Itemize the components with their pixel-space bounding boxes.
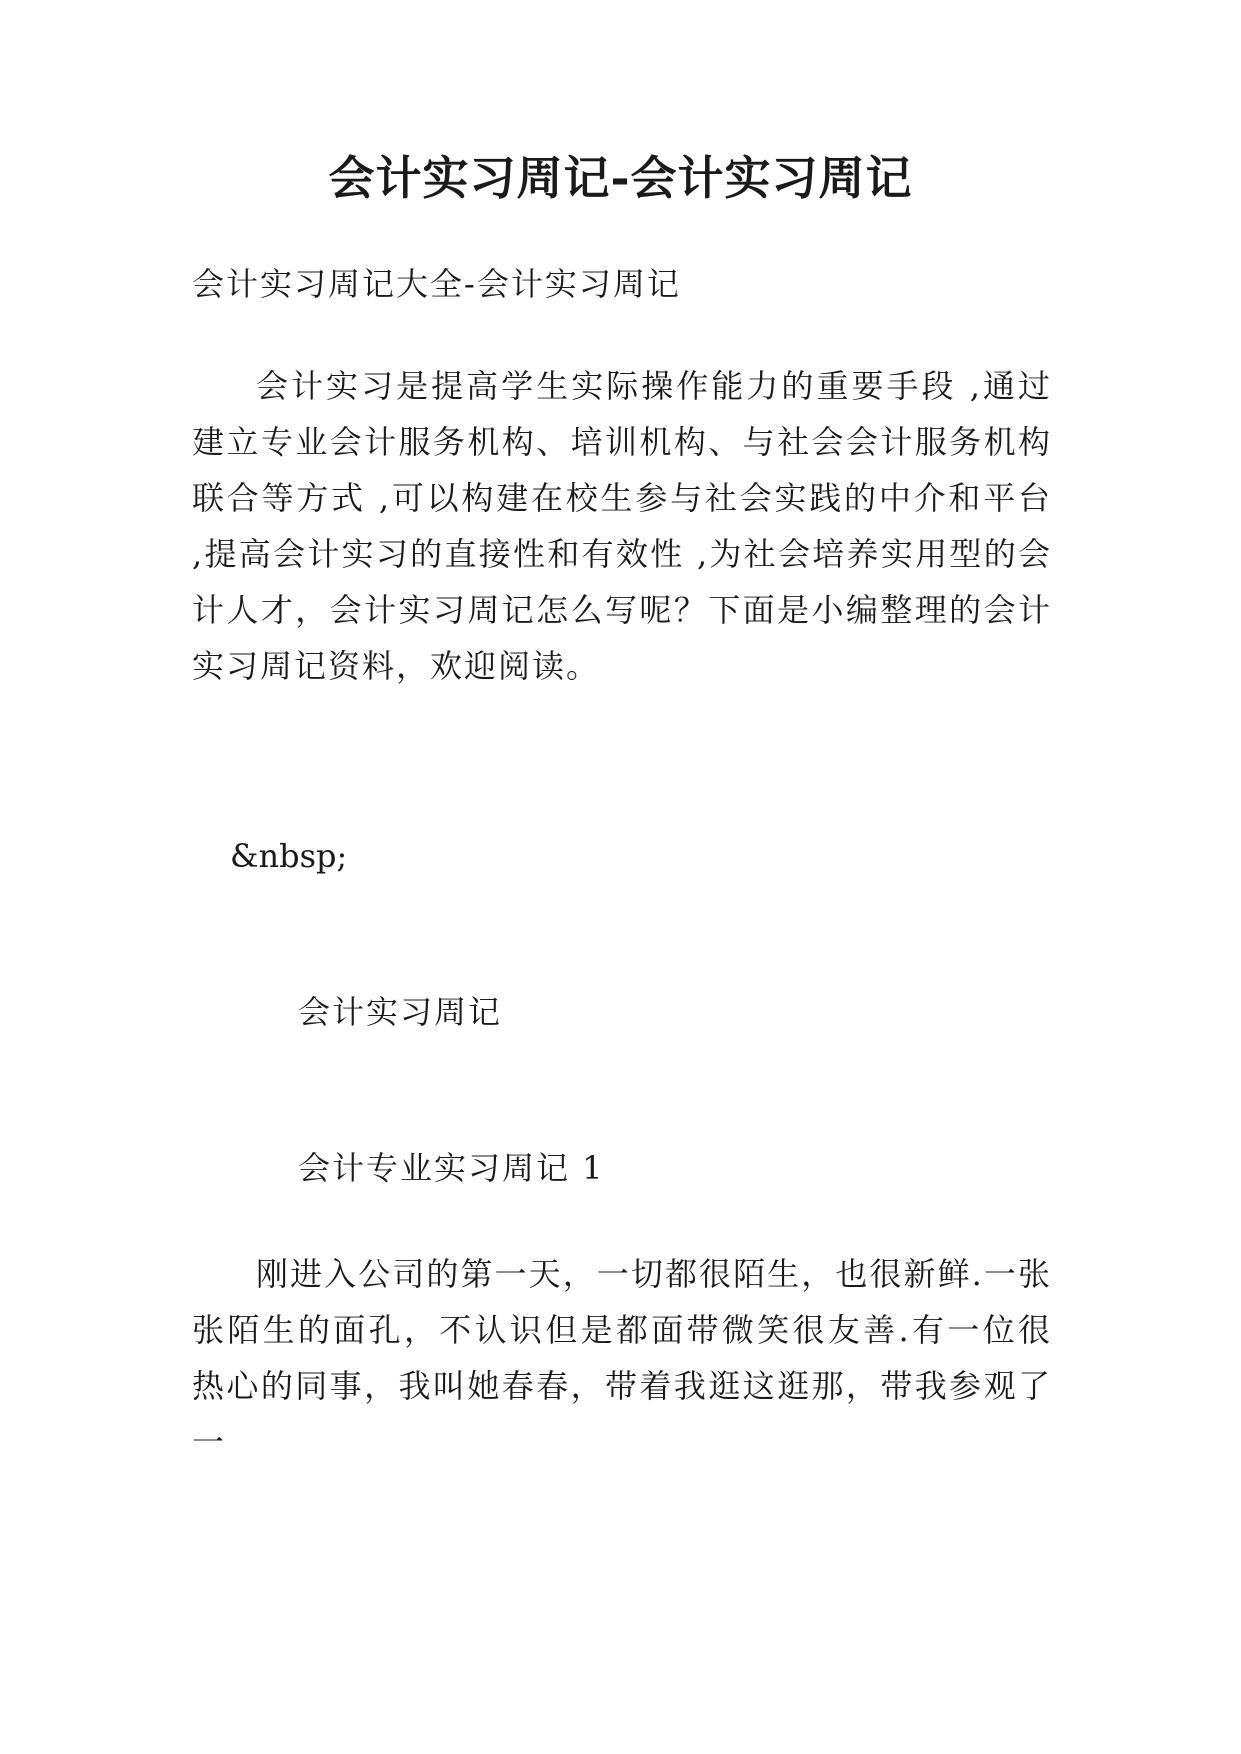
document-subtitle: 会计实习周记大全-会计实习周记 [192,265,681,303]
document-title: 会计实习周记-会计实习周记 [328,151,913,205]
intro-paragraph [192,358,1052,694]
nbsp-text: &nbsp; [230,837,348,875]
entry-paragraph-text: 刚进入公司的第一天，一切都很陌生，也很新鲜.一张张陌生的面孔，不认识但是都面带微笑很友善.有一位很热心的同事，我叫她春春，带着我逛这逛那，带我参观了一 [192,1255,1052,1461]
intro-paragraph-text: 会计实习是提高学生实际操作能力的重要手段 ,通过建立专业会计服务机构、培训机构、与社会会计服务机构联合等方式 ,可以构建在校生参与社会实践的中介和平台 ,提高会计实习的直接性和有效性 ,为社会培养实用型的会计人才，会计实习周记怎么写呢？下面是小编整理的会计实习周记资料，欢迎阅读。 [192,367,1052,685]
entry-heading: 会计专业实习周记 1 [298,1149,605,1187]
entry-paragraph [192,1246,1052,1470]
section-heading: 会计实习周记 [298,993,503,1031]
